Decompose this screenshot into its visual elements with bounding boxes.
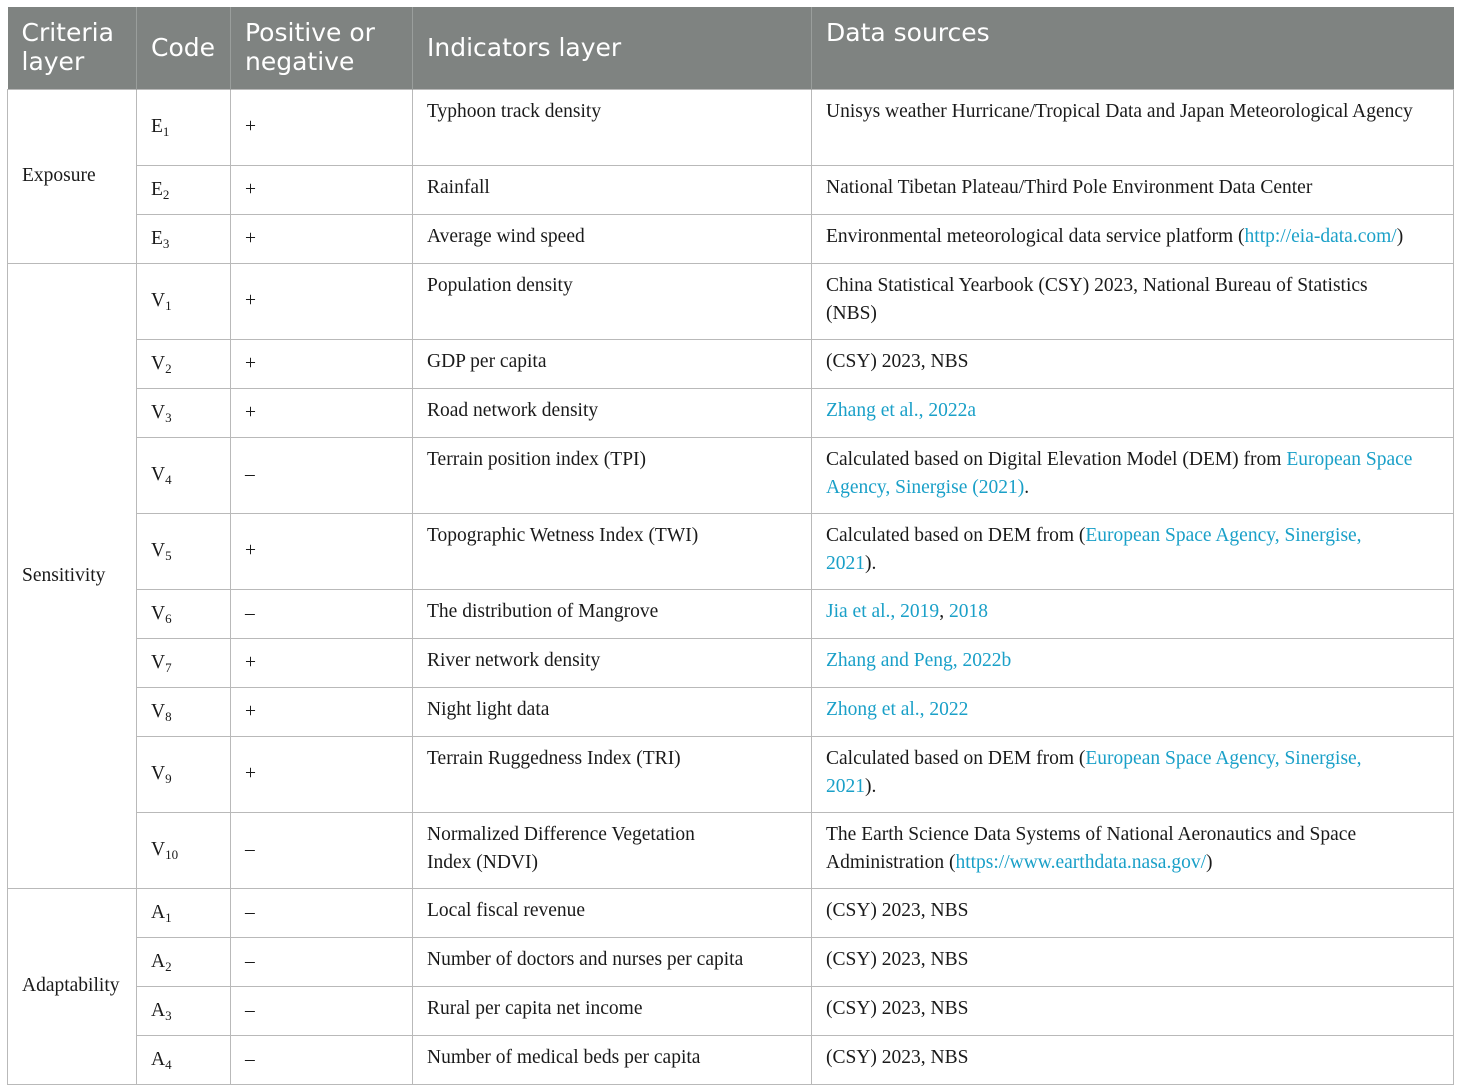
sign-cell: –	[231, 813, 413, 889]
code-cell	[137, 987, 231, 1036]
code-letter: A	[151, 950, 166, 972]
source-text: (CSY) 2023, NBS	[826, 949, 969, 970]
table-row	[8, 987, 1454, 1036]
source-cell	[812, 215, 1454, 264]
code-cell	[137, 889, 231, 938]
table-row	[8, 389, 1454, 438]
table-row	[8, 264, 1454, 340]
source-link[interactable]: Jia et al., 2019	[826, 601, 940, 622]
sign-cell: –	[231, 590, 413, 639]
indicator-cell: Night light data	[413, 688, 812, 737]
source-text: .	[1024, 477, 1030, 498]
sign-cell: +	[231, 90, 413, 166]
source-text: Calculated based on DEM from (	[826, 525, 1086, 546]
source-cell	[812, 264, 1454, 340]
source-link[interactable]: 2018	[948, 601, 988, 622]
source-text: Calculated based on Digital Elevation Model (DEM) from	[826, 449, 1287, 470]
sign-cell: +	[231, 688, 413, 737]
code-letter: V	[151, 651, 166, 673]
table-row	[8, 1036, 1454, 1085]
source-link[interactable]: European Space Agency, Sinergise (2021)	[826, 449, 1413, 498]
code-letter: V	[151, 602, 166, 624]
code-cell	[137, 813, 231, 889]
code-subscript: 3	[165, 409, 172, 425]
code-subscript: 3	[162, 235, 170, 251]
source-text: The Earth Science Data Systems of National Aeronautics and Space Administration (	[826, 824, 1357, 873]
code-letter: V	[151, 401, 166, 423]
indicator-cell: Terrain position index (TPI)	[413, 438, 812, 514]
code-letter: V	[151, 290, 166, 311]
criteria-layer-cell: Adaptability	[8, 889, 137, 1085]
code-letter: A	[151, 1048, 166, 1070]
indicator-cell: Local fiscal revenue	[413, 889, 812, 938]
source-cell	[812, 166, 1454, 215]
source-link[interactable]: Zhang et al., 2022a	[826, 400, 976, 421]
source-cell	[812, 987, 1454, 1036]
source-text: (CSY) 2023, NBS	[826, 998, 969, 1019]
code-subscript: 2	[165, 360, 172, 376]
source-link[interactable]: European Space Agency, Sinergise, 2021	[826, 748, 1362, 797]
table-body	[8, 90, 1454, 1085]
source-cell	[812, 889, 1454, 938]
indicator-cell: Population density	[413, 264, 812, 340]
table-row	[8, 889, 1454, 938]
code-letter: V	[151, 763, 166, 784]
sign-cell: +	[231, 166, 413, 215]
source-link[interactable]: Zhang and Peng, 2022b	[826, 650, 1012, 671]
source-text: Calculated based on DEM from (	[826, 748, 1086, 769]
code-subscript: 9	[165, 771, 172, 786]
source-cell	[812, 438, 1454, 514]
source-cell	[812, 737, 1454, 813]
sign-cell: +	[231, 737, 413, 813]
table-row	[8, 438, 1454, 514]
indicator-cell: Rural per capita net income	[413, 987, 812, 1036]
source-text: Environmental meteorological data service platform (	[826, 226, 1245, 247]
code-cell	[137, 166, 231, 215]
code-subscript: 1	[165, 298, 172, 313]
source-cell	[812, 389, 1454, 438]
indicator-cell: Road network density	[413, 389, 812, 438]
source-cell	[812, 1036, 1454, 1085]
header-code: Code	[137, 7, 231, 90]
indicator-cell: Topographic Wetness Index (TWI)	[413, 514, 812, 590]
source-text: ,	[939, 601, 949, 622]
table-row	[8, 590, 1454, 639]
code-subscript: 1	[162, 124, 170, 139]
code-letter: E	[151, 116, 163, 137]
criteria-table-container	[7, 7, 1453, 1085]
indicator-cell: River network density	[413, 639, 812, 688]
sign-cell: –	[231, 889, 413, 938]
code-subscript: 3	[165, 1007, 172, 1023]
indicator-cell: Number of medical beds per capita	[413, 1036, 812, 1085]
source-text: (CSY) 2023, NBS	[826, 900, 969, 921]
sign-cell: +	[231, 340, 413, 389]
code-subscript: 6	[165, 610, 172, 626]
source-link[interactable]: European Space Agency, Sinergise, 2021	[826, 525, 1362, 574]
code-cell	[137, 688, 231, 737]
header-sources: Data sources	[812, 7, 1454, 90]
table-row	[8, 340, 1454, 389]
source-text: China Statistical Yearbook (CSY) 2023, National Bureau of Statistics (NBS)	[826, 275, 1368, 324]
code-subscript: 1	[165, 909, 172, 925]
indicator-cell: GDP per capita	[413, 340, 812, 389]
code-subscript: 7	[165, 659, 172, 675]
source-cell	[812, 90, 1454, 166]
code-letter: E	[151, 178, 163, 200]
criteria-layer-cell: Sensitivity	[8, 264, 137, 889]
table-row	[8, 166, 1454, 215]
code-cell	[137, 90, 231, 166]
table-row	[8, 90, 1454, 166]
indicator-cell: Average wind speed	[413, 215, 812, 264]
code-letter: A	[151, 999, 166, 1021]
source-cell	[812, 340, 1454, 389]
table-row	[8, 639, 1454, 688]
sign-cell: +	[231, 389, 413, 438]
indicator-cell: The distribution of Mangrove	[413, 590, 812, 639]
sign-cell: +	[231, 514, 413, 590]
source-link[interactable]: Zhong et al., 2022	[826, 699, 969, 720]
code-subscript: 4	[165, 1056, 172, 1072]
sign-cell: +	[231, 264, 413, 340]
source-text: (CSY) 2023, NBS	[826, 351, 969, 372]
indicator-cell: Typhoon track density	[413, 90, 812, 166]
source-link[interactable]: https://www.earthdata.nasa.gov/	[955, 852, 1207, 873]
source-cell	[812, 590, 1454, 639]
table-row	[8, 215, 1454, 264]
sign-cell: –	[231, 938, 413, 987]
header-indicators: Indicators layer	[413, 7, 812, 90]
source-cell	[812, 639, 1454, 688]
header-sign: Positive or negative	[231, 7, 413, 90]
sign-cell: –	[231, 438, 413, 514]
code-cell	[137, 264, 231, 340]
table-header-row	[8, 7, 1454, 90]
code-cell	[137, 215, 231, 264]
table-row	[8, 813, 1454, 889]
code-subscript: 5	[165, 548, 172, 563]
code-letter: V	[151, 540, 166, 561]
source-text: Unisys weather Hurricane/Tropical Data and Japan Meteorological Agency	[826, 101, 1413, 122]
table-row	[8, 938, 1454, 987]
code-subscript: 2	[165, 958, 172, 974]
table-row	[8, 688, 1454, 737]
code-letter: E	[151, 227, 163, 249]
source-text: )	[1396, 226, 1404, 247]
code-subscript: 10	[165, 847, 179, 862]
indicator-cell: Number of doctors and nurses per capita	[413, 938, 812, 987]
code-subscript: 8	[165, 708, 172, 724]
code-letter: A	[151, 901, 166, 923]
code-cell	[137, 938, 231, 987]
source-text: (CSY) 2023, NBS	[826, 1047, 969, 1068]
source-cell	[812, 813, 1454, 889]
table-row	[8, 514, 1454, 590]
sign-cell: –	[231, 987, 413, 1036]
criteria-layer-cell: Exposure	[8, 90, 137, 264]
sign-cell: –	[231, 1036, 413, 1085]
code-cell	[137, 737, 231, 813]
code-cell	[137, 340, 231, 389]
code-letter: V	[151, 700, 166, 722]
source-text: ).	[865, 776, 877, 797]
sign-cell: +	[231, 215, 413, 264]
source-link[interactable]: http://eia-data.com/	[1244, 226, 1397, 247]
source-text: National Tibetan Plateau/Third Pole Environment Data Center	[826, 177, 1313, 198]
code-cell	[137, 639, 231, 688]
table-row	[8, 737, 1454, 813]
source-text: )	[1206, 852, 1213, 873]
code-cell	[137, 1036, 231, 1085]
sign-cell: +	[231, 639, 413, 688]
indicator-cell: Terrain Ruggedness Index (TRI)	[413, 737, 812, 813]
source-cell	[812, 514, 1454, 590]
source-text: ).	[865, 553, 877, 574]
code-cell	[137, 590, 231, 639]
header-criteria: Criteria layer	[8, 7, 137, 90]
source-cell	[812, 938, 1454, 987]
code-letter: V	[151, 352, 166, 374]
source-cell	[812, 688, 1454, 737]
code-subscript: 4	[165, 472, 172, 487]
code-cell	[137, 438, 231, 514]
code-letter: V	[151, 839, 166, 860]
code-subscript: 2	[162, 186, 170, 202]
indicator-cell: Normalized Difference Vegetation Index (NDVI)	[413, 813, 812, 889]
code-cell	[137, 514, 231, 590]
criteria-table	[7, 7, 1454, 1085]
indicator-cell: Rainfall	[413, 166, 812, 215]
code-cell	[137, 389, 231, 438]
code-letter: V	[151, 464, 166, 485]
